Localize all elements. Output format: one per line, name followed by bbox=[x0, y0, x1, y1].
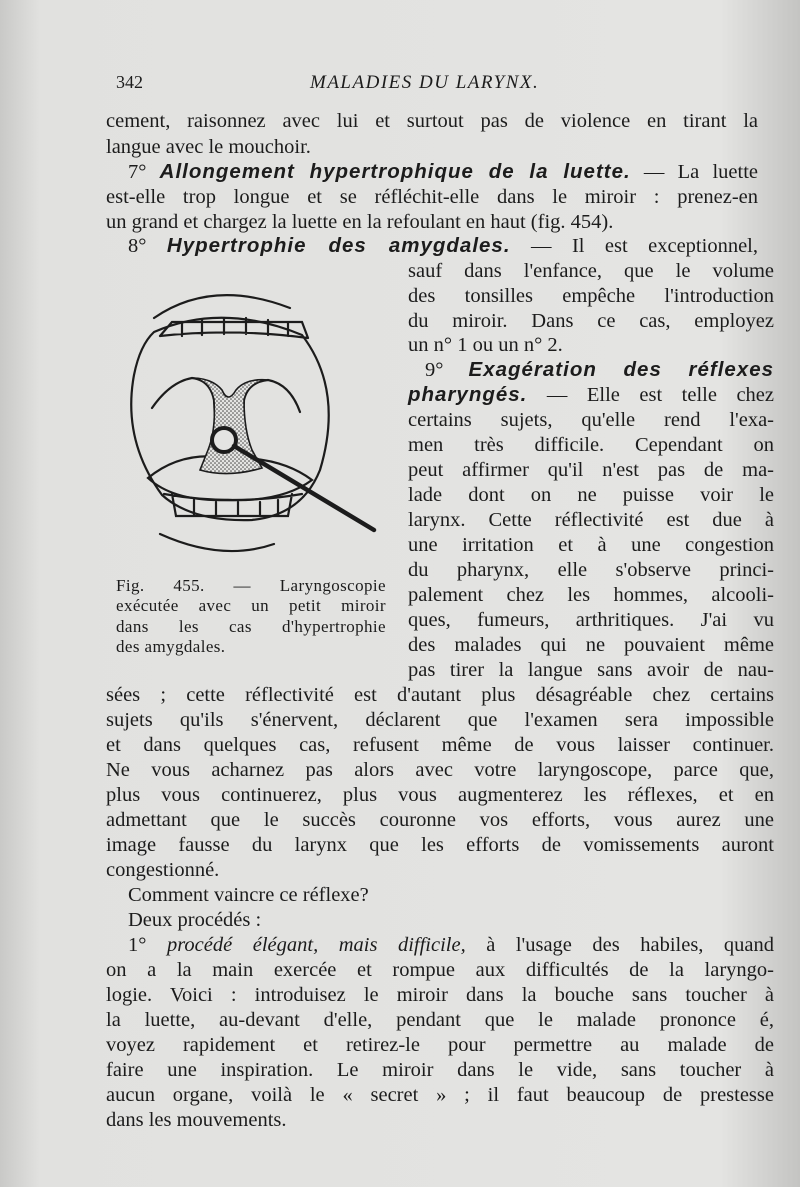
text-line: la luette, au-devant d'elle, pendant que le malade prononce é, bbox=[106, 1009, 774, 1031]
text-line: des malades qui ne pouvaient même bbox=[408, 634, 774, 656]
text-line: men très difficile. Cependant on bbox=[408, 434, 774, 456]
text-line: ques, fumeurs, arthritiques. J'ai vu bbox=[408, 609, 774, 631]
lower-lip-line bbox=[160, 534, 274, 551]
palate-left bbox=[152, 378, 215, 460]
text-line: congestionné. bbox=[106, 859, 220, 881]
text-line: certains sujets, qu'elle rend l'exa- bbox=[408, 409, 774, 431]
text-line: langue avec le mouchoir. bbox=[106, 136, 311, 158]
text-line: plus vous continuerez, plus vous augmenterez les réflexes, et en bbox=[106, 784, 774, 806]
text-line: dans les mouvements. bbox=[106, 1109, 287, 1131]
text-line: des tonsilles empêche l'introduction bbox=[408, 285, 774, 307]
section-heading-line: 7° Allongement hypertrophique de la luette. — La luette bbox=[128, 160, 759, 183]
text-line: et dans quelques cas, refusent même de vous laisser continuer. bbox=[106, 734, 774, 756]
laryngeal-mirror bbox=[212, 428, 236, 452]
text-line: pas tirer la langue sans avoir de nau- bbox=[408, 659, 774, 681]
text-line: cement, raisonnez avec lui et surtout pas de violence en tirant la bbox=[106, 110, 758, 132]
text-line: 1° procédé élégant, mais difficile, à l'usage des habiles, quand bbox=[128, 934, 775, 956]
text-line: sauf dans l'enfance, que le volume bbox=[408, 260, 774, 282]
text-line: larynx. Cette réflectivité est due à bbox=[408, 509, 774, 531]
text-line: on a la main exercée et rompue aux difficultés de la laryngo- bbox=[106, 959, 774, 981]
text-line: sujets qu'ils s'énervent, déclarent que l'examen sera impossible bbox=[106, 709, 774, 731]
text-line: image fausse du larynx que les efforts de vomissements auront bbox=[106, 834, 774, 856]
upper-lip-line bbox=[154, 295, 290, 318]
text-line: est-elle trop longue et se réfléchit-elle dans le miroir : prenez-en bbox=[106, 186, 758, 208]
text-line: admettant que le succès couronne vos efforts, vous aurez une bbox=[106, 809, 774, 831]
text-line: Ne vous acharnez pas alors avec votre laryngoscope, parce que, bbox=[106, 759, 774, 781]
emphasis: procédé élégant, mais difficile, bbox=[166, 934, 466, 956]
text-line: du miroir. Dans ce cas, employez bbox=[408, 310, 774, 332]
text-line: logie. Voici : introduisez le miroir dans la bouche sans toucher à bbox=[106, 984, 774, 1006]
laryngoscopy-figure bbox=[112, 280, 402, 570]
section-heading: Allongement hypertrophique de la luette. bbox=[159, 160, 631, 183]
text-line: Comment vaincre ce réflexe? bbox=[128, 884, 369, 906]
running-title: MALADIES DU LARYNX. bbox=[310, 72, 540, 93]
section-heading-line: pharyngés. — Elle est telle chez bbox=[408, 383, 774, 406]
text-line: aucun organe, voilà le « secret » ; il faut beaucoup de prestesse bbox=[106, 1084, 774, 1106]
page-header bbox=[0, 72, 800, 102]
section-heading-line: 9° Exagération des réflexes bbox=[425, 358, 774, 381]
text-line: une irritation et à une congestion bbox=[408, 534, 774, 556]
text-line: un grand et chargez la luette en la refoulant en haut (fig. 454). bbox=[106, 211, 614, 233]
section-heading: Hypertrophie des amygdales. bbox=[166, 234, 511, 257]
text-line: faire une inspiration. Le miroir dans le vide, sans toucher à bbox=[106, 1059, 774, 1081]
text-line: lade dont on ne puisse voir le bbox=[408, 484, 774, 506]
section-heading: Exagération des réflexes bbox=[468, 358, 774, 381]
text-line: palement chez les hommes, alcooli- bbox=[408, 584, 774, 606]
text-line: Deux procédés : bbox=[128, 909, 262, 931]
text-line: voyez rapidement et retirez-le pour permettre au malade de bbox=[106, 1034, 774, 1056]
figure-caption: Fig. 455. — Laryngoscopie exécutée avec un petit miroir dans les cas d'hypertrophie des amygdales. bbox=[116, 576, 386, 657]
page-number: 342 bbox=[116, 72, 143, 92]
text-line: un n° 1 ou un n° 2. bbox=[408, 334, 563, 356]
text-line: du pharynx, elle s'observe princi- bbox=[408, 559, 774, 581]
section-heading-line: 8° Hypertrophie des amygdales. — Il est exceptionnel, bbox=[128, 234, 758, 257]
section-heading: pharyngés. bbox=[408, 383, 528, 406]
text-line: sées ; cette réflectivité est d'autant plus désagréable chez certains bbox=[106, 684, 774, 706]
text-line: peut affirmer qu'il n'est pas de ma- bbox=[408, 459, 774, 481]
mirror-handle bbox=[234, 446, 374, 530]
